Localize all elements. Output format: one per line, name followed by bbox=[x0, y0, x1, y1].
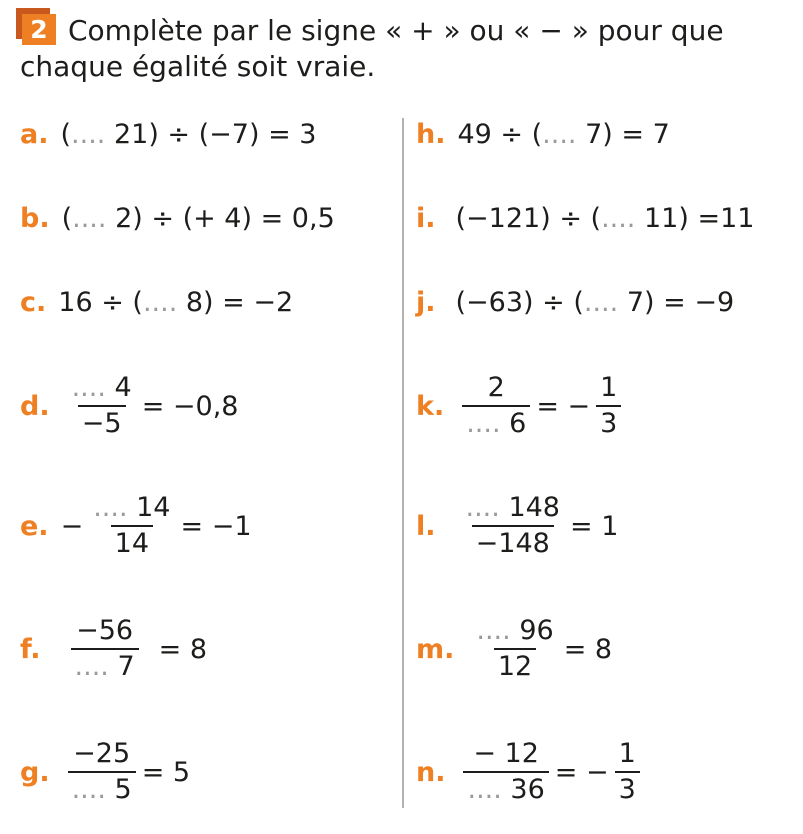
item-m: m. $\frac{.... 96}{12}$ = 8 bbox=[416, 615, 613, 682]
blank-dots: .... bbox=[71, 118, 106, 150]
item-a: a. ( .... 21) ÷ (−7) = 3 bbox=[20, 118, 317, 150]
fraction: $\frac{-56}{.... 7}$ bbox=[71, 614, 139, 684]
item-k: k. $\frac{2}{.... 6}$ = − $\frac{1}{3}$ bbox=[416, 370, 627, 442]
item-b: b. ( .... 2) ÷ (+ 4) = 0,5 bbox=[20, 202, 335, 234]
column-divider bbox=[402, 118, 404, 808]
blank-dots: .... bbox=[601, 202, 636, 234]
item-i: i. (−121) ÷ ( .... 11) =11 bbox=[416, 202, 755, 234]
fraction: $\frac{- 12}{.... 36}$ bbox=[463, 737, 548, 807]
fraction: $\frac{.... 96}{12}$ bbox=[476, 615, 554, 682]
fraction: $\frac{.... 4}{-5}$ bbox=[71, 372, 132, 439]
item-e: e. − $\frac{.... 14}{14}$ = −1 bbox=[20, 492, 252, 559]
instruction-text: Complète par le signe « + » ou « − » pour que chaque égalité soit vraie. bbox=[20, 14, 724, 83]
blank-dots: .... bbox=[72, 202, 107, 234]
item-f: f. $\frac{-56}{.... 7}$ = 8 bbox=[20, 615, 208, 682]
item-l: l. $\frac{.... 148}{-148}$ = 1 bbox=[416, 492, 619, 559]
fraction: $\frac{.... 14}{14}$ bbox=[93, 492, 171, 559]
item-j: j. (−63) ÷ ( .... 7) = −9 bbox=[416, 286, 735, 318]
fraction: $\frac{1}{3}$ bbox=[596, 371, 621, 441]
item-n: n. $\frac{- 12}{.... 36}$ = − $\frac{1}{3}$ bbox=[416, 736, 646, 808]
item-h: h. 49 ÷ ( .... 7) = 7 bbox=[416, 118, 670, 150]
fraction: $\frac{1}{3}$ bbox=[615, 737, 640, 807]
fraction: $\frac{-25}{.... 5}$ bbox=[68, 737, 136, 807]
blank-dots: .... bbox=[542, 118, 577, 150]
item-c: c. 16 ÷ ( .... 8) = −2 bbox=[20, 286, 294, 318]
exercise-instruction bbox=[20, 12, 795, 85]
fraction: $\frac{.... 148}{-148}$ bbox=[465, 492, 560, 559]
fraction: $\frac{2}{.... 6}$ bbox=[462, 371, 530, 441]
item-g: g. $\frac{-25}{.... 5}$ = 5 bbox=[20, 738, 191, 805]
exercise-number-badge: 2 bbox=[20, 12, 56, 44]
item-d: d. $\frac{.... 4}{-5}$ = −0,8 bbox=[20, 372, 239, 439]
blank-dots: .... bbox=[142, 286, 178, 318]
blank-dots: .... bbox=[583, 286, 619, 318]
